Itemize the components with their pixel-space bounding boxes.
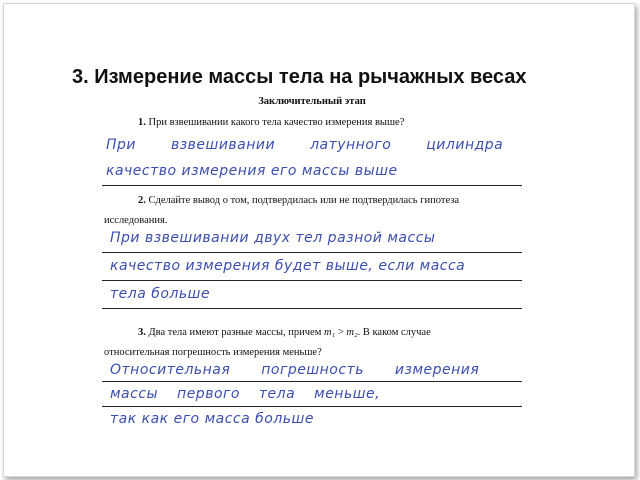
answer-1-line-2: качество измерения его массы выше (106, 163, 398, 179)
greater-than-sign: > (337, 327, 344, 338)
answer-3-line-1: Относительная погрешность измерения (110, 362, 480, 378)
question-3-text-end: . В каком случае (357, 327, 431, 338)
question-2 (138, 194, 528, 208)
question-3-text: Два тела имеют разные массы, причем (148, 327, 322, 338)
answer-line (102, 252, 522, 253)
answer-line (102, 280, 522, 281)
answer-2-line-2: качество измерения будет выше, если масса (110, 258, 466, 274)
answer-3-line-2: массы первого тела меньше, (110, 386, 381, 402)
answer-line (102, 381, 522, 382)
question-3 (138, 326, 528, 340)
mass-m2: m₂ (346, 327, 358, 338)
question-2-text: Сделайте вывод о том, подтвердилась или не подтвердилась гипотеза (148, 195, 460, 206)
question-2-number: 2. (138, 195, 146, 206)
question-1-text: При взвешивании какого тела качество измерения выше? (148, 117, 405, 128)
question-2-continuation: исследования. (104, 215, 168, 226)
question-1-number: 1. (138, 117, 146, 128)
answer-2-line-1: При взвешивании двух тел разной массы (110, 230, 436, 246)
answer-line (102, 308, 522, 309)
answer-2-line-3: тела больше (110, 286, 211, 302)
answer-line (102, 406, 522, 407)
answer-3-line-3: так как его масса больше (110, 411, 314, 427)
page-title: 3. Измерение массы тела на рычажных весах (72, 66, 527, 88)
question-3-continuation: относительная погрешность измерения меньше? (104, 347, 322, 358)
question-3-number: 3. (138, 327, 146, 338)
question-1 (138, 116, 404, 130)
answer-1-line-1: При взвешивании латунного цилиндра (106, 137, 504, 153)
worksheet (98, 96, 526, 436)
answer-line (102, 185, 522, 186)
stage-heading: Заключительный этап (258, 96, 366, 107)
mass-m1: m₁ (323, 327, 336, 338)
